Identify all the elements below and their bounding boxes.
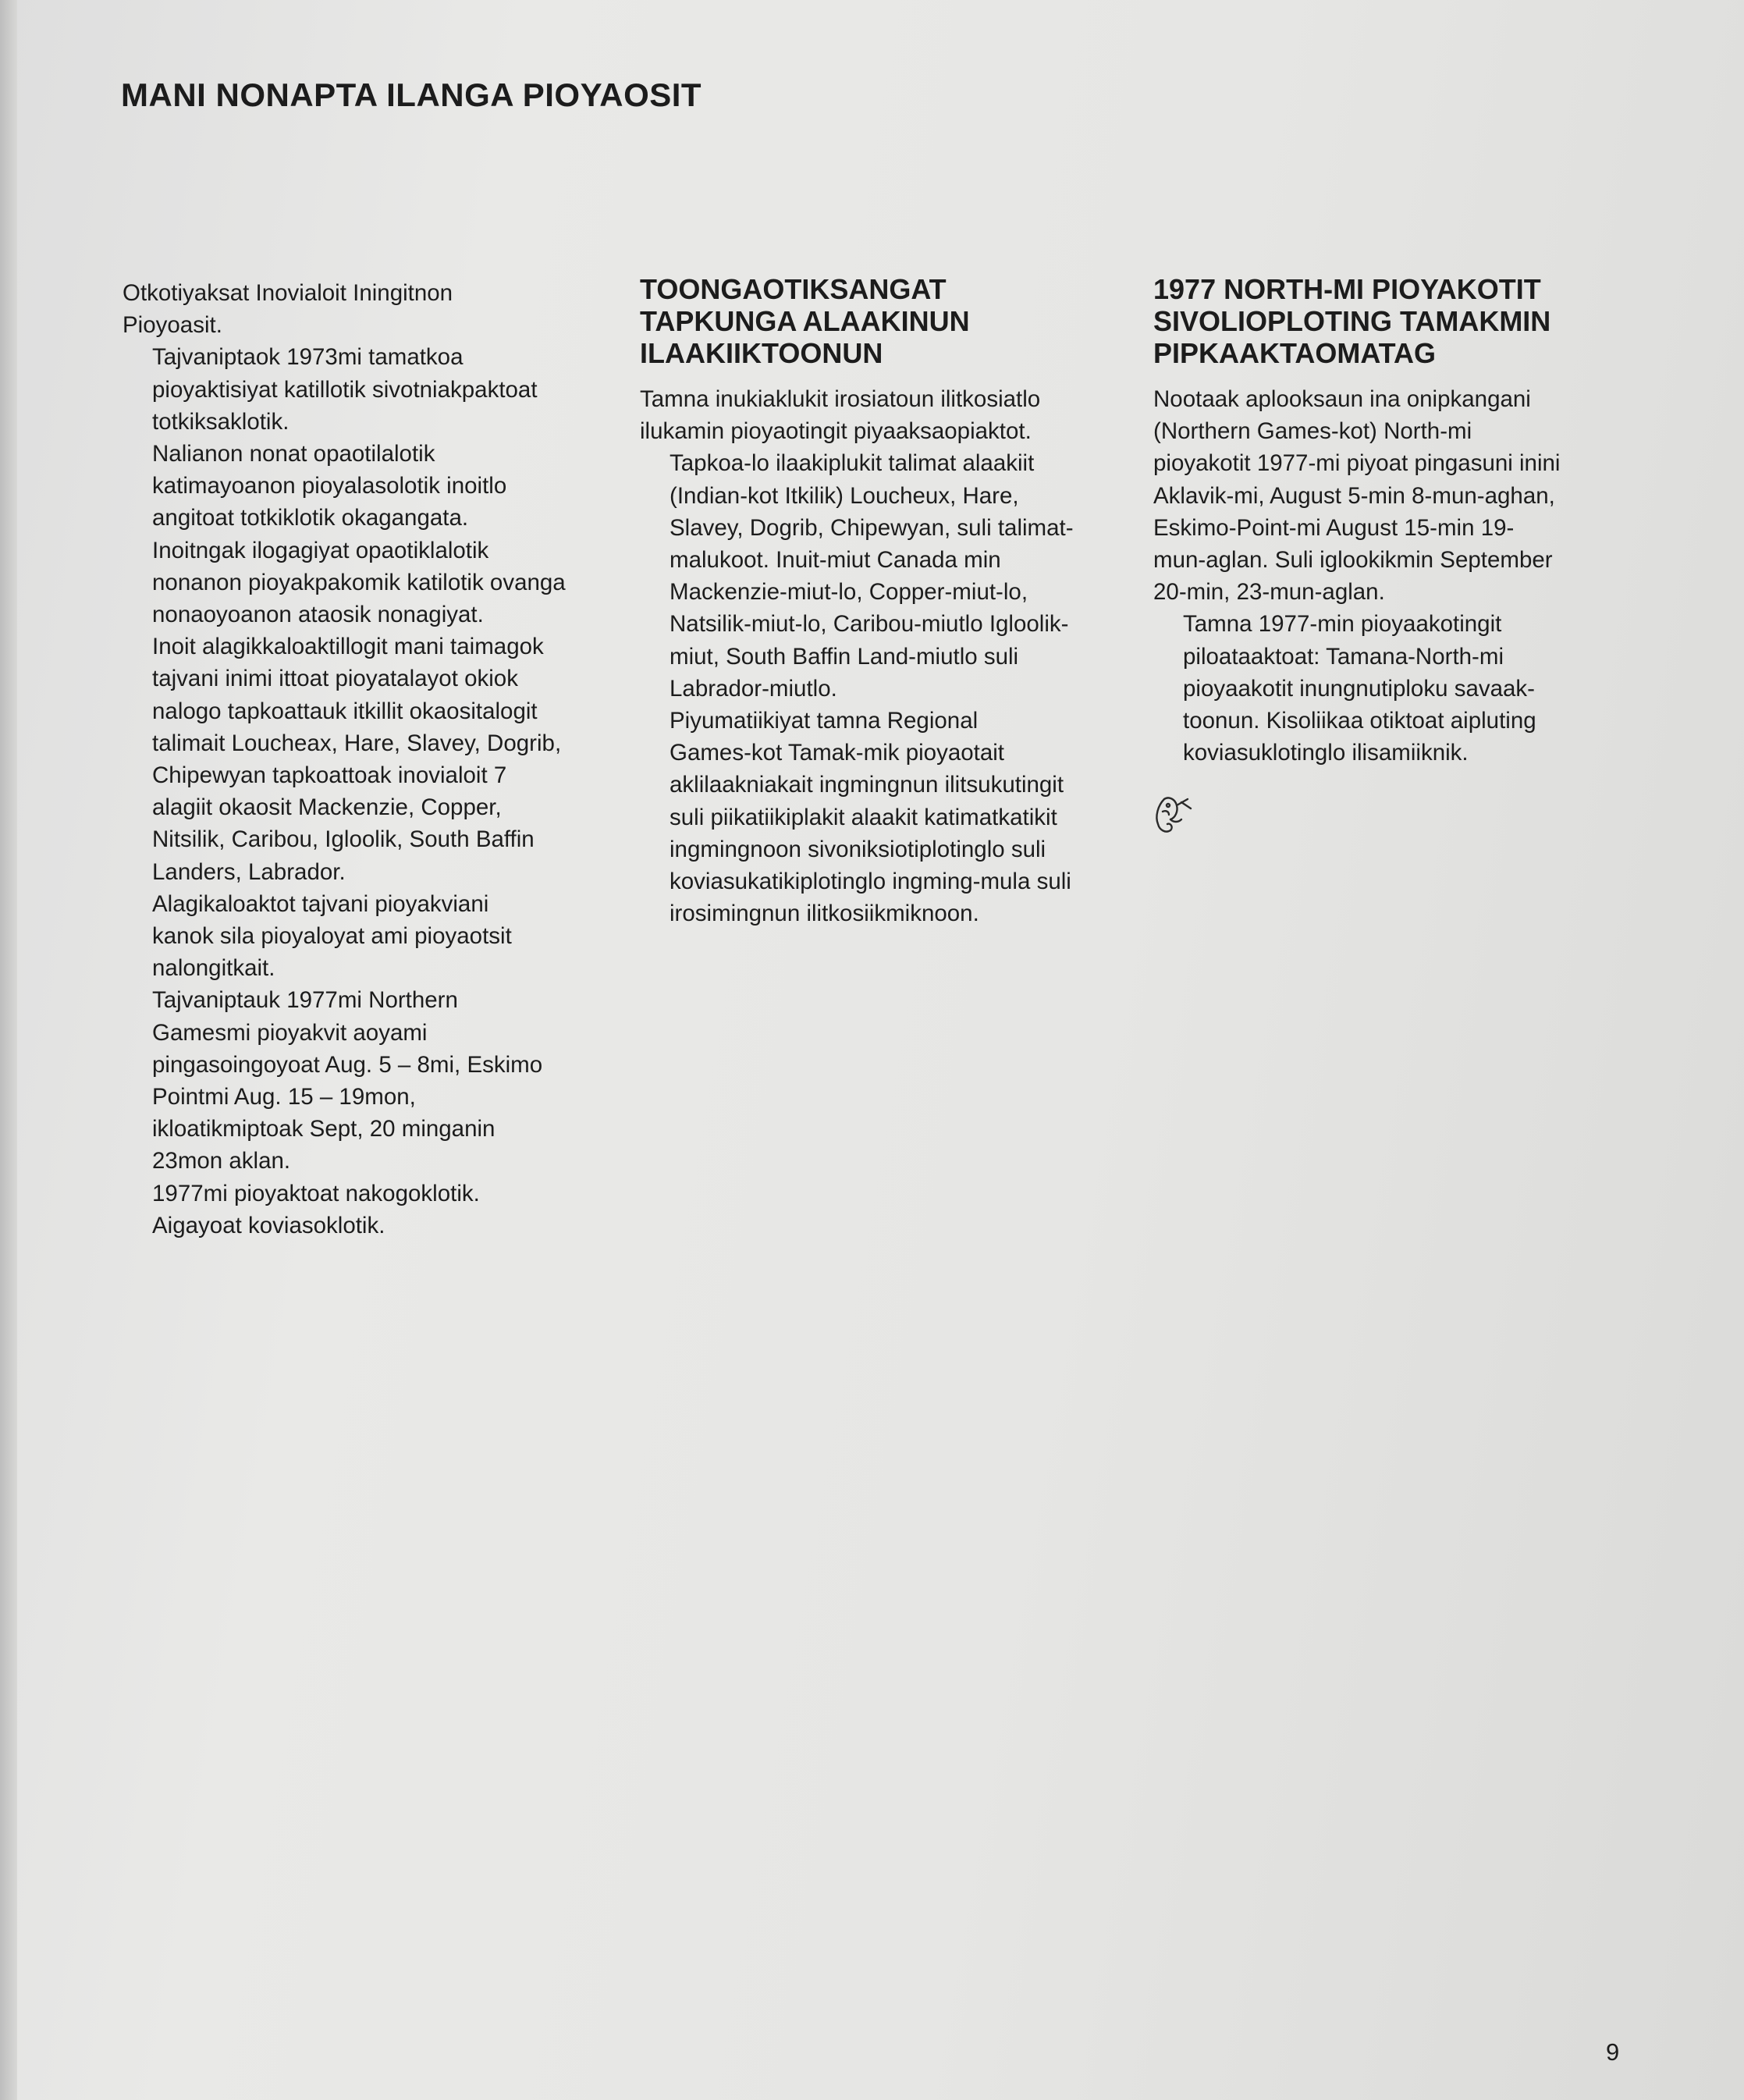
text-line: pingasoingoyoat Aug. 5 – 8mi, Eskimo (152, 1051, 543, 1078)
text-line: Games-kot Tamak-mik pioyaotait (670, 740, 1004, 766)
text-line: mun-aglan. Suli iglookikmin September (1153, 547, 1553, 574)
text-line: miut, South Baffin Land-miutlo suli (670, 643, 1019, 670)
text-line: kanok sila pioyaloyat ami pioyaotsit (152, 923, 512, 950)
text-line: 20-min, 23-mun-aglan. (1153, 579, 1385, 606)
paragraph (1153, 608, 1637, 769)
text-line: suli piikatiikiplakit alaakit katimatkatikit (670, 804, 1057, 830)
text-line: nalogo tapkoattauk itkillit okaositalogit (152, 698, 538, 724)
column-2-body (640, 383, 1116, 929)
text-line: katimayoanon pioyalasolotik inoitlo (152, 473, 507, 499)
text-line: Labrador-miutlo. (670, 675, 837, 702)
paragraph (123, 438, 610, 535)
text-line: Landers, Labrador. (152, 858, 346, 885)
text-line: Slavey, Dogrib, Chipewyan, suli talimat- (670, 514, 1074, 541)
text-line: Tamna inukiaklukit irosiatoun ilitkosiatlo (640, 386, 1041, 412)
text-line: koviasuklotinglo ilisamiiknik. (1183, 740, 1469, 766)
text-line: Tajvaniptaok 1973mi tamatkoa (152, 344, 464, 371)
text-line: talimait Loucheax, Hare, Slavey, Dogrib, (152, 730, 562, 756)
paragraph (123, 277, 610, 341)
text-line: Pioyoasit. (123, 312, 222, 339)
paragraph (123, 341, 610, 438)
text-line: Pointmi Aug. 15 – 19mon, (152, 1084, 416, 1110)
text-line: Natsilik-miut-lo, Caribou-miutlo Igloolik- (670, 611, 1069, 638)
text-line: Inoitngak ilogagiyat opaotiklalotik (152, 537, 489, 563)
text-line: malukoot. Inuit-miut Canada min (670, 547, 1001, 574)
text-line: alagiit okaosit Mackenzie, Copper, (152, 794, 502, 821)
text-line: aklilaakniakait ingmingnun ilitsukutingit (670, 772, 1064, 798)
text-line: Nitsilik, Caribou, Igloolik, South Baffin (152, 826, 535, 853)
heading-line: SIVOLIOPLOTING TAMAKMIN (1153, 305, 1551, 337)
text-line: Tamna 1977-min pioyaakotingit (1183, 611, 1502, 638)
text-line: piloataaktoat: Tamana-North-mi (1183, 643, 1504, 670)
text-line: Otkotiyaksat Inovialoit Iningitnon (123, 280, 453, 306)
heading-line: TOONGAOTIKSANGAT (640, 273, 947, 305)
text-line: Mackenzie-miut-lo, Copper-miut-lo, (670, 579, 1028, 606)
paragraph (640, 447, 1116, 705)
text-line: tajvani inimi ittoat pioyatalayot okiok (152, 666, 518, 692)
paragraph (123, 535, 610, 631)
page-title: MANI NONAPTA ILANGA PIOYAOSIT (121, 76, 702, 113)
column-2 (640, 273, 1116, 929)
text-line: totkiksaklotik. (152, 408, 289, 435)
column-2-heading (640, 273, 1116, 369)
text-line: Gamesmi pioyakvit aoyami (152, 1019, 428, 1046)
text-line: Inoit alagikkaloaktillogit mani taimagok (152, 634, 544, 660)
text-line: Tajvaniptauk 1977mi Northern (152, 987, 458, 1014)
paragraph (640, 705, 1116, 929)
text-line: Tapkoa-lo ilaakiplukit talimat alaakiit (670, 450, 1035, 477)
text-line: nonaoyoanon ataosik nonagiyat. (152, 602, 484, 628)
paragraph (123, 631, 610, 888)
heading-line: PIPKAAKTAOMATAG (1153, 337, 1436, 369)
text-line: ikloatikmiptoak Sept, 20 minganin (152, 1116, 495, 1142)
text-line: 1977mi pioyaktoat nakogoklotik. (152, 1180, 480, 1206)
paragraph (123, 984, 610, 1177)
text-line: Nalianon nonat opaotilalotik (152, 441, 435, 467)
text-line: pioyakotit 1977-mi piyoat pingasuni inini (1153, 450, 1561, 477)
text-line: ilukamin pioyaotingit piyaaksaopiaktot. (640, 418, 1032, 445)
text-line: Piyumatiikiyat tamna Regional (670, 708, 979, 734)
text-line: nonanon pioyakpakomik katilotik ovanga (152, 569, 566, 595)
text-line: Alagikaloaktot tajvani pioyakviani (152, 890, 489, 917)
end-mark-icon (1147, 788, 1194, 841)
paragraph (123, 888, 610, 985)
column-1 (123, 273, 610, 1242)
paragraph (123, 1178, 610, 1210)
text-line: (Indian-kot Itkilik) Loucheux, Hare, (670, 482, 1019, 509)
paragraph (123, 1210, 610, 1242)
text-line: (Northern Games-kot) North-mi (1153, 418, 1472, 445)
text-line: Nootaak aplooksaun ina onipkangani (1153, 386, 1531, 412)
paragraph (1153, 383, 1637, 608)
page-number: 9 (1606, 2038, 1620, 2066)
column-1-body (123, 277, 610, 1242)
text-line: Eskimo-Point-mi August 15-min 19- (1153, 514, 1515, 541)
heading-line: ILAAKIIKTOONUN (640, 337, 883, 369)
text-line: irosimingnun ilitkosiikmiknoon. (670, 901, 979, 927)
text-line: Chipewyan tapkoattoak inovialoit 7 (152, 762, 507, 789)
text-line: koviasukatikiplotinglo ingming-mula suli (670, 869, 1071, 895)
text-line: Aigayoat koviasoklotik. (152, 1212, 385, 1238)
text-line: ingmingnoon sivoniksiotiplotinglo suli (670, 836, 1046, 862)
text-line: angitoat totkiklotik okagangata. (152, 505, 469, 531)
text-line: 23mon aklan. (152, 1148, 291, 1174)
column-3-body (1153, 383, 1637, 769)
column-3-heading (1153, 273, 1637, 369)
text-line: pioyaakotit inungnutiploku savaak- (1183, 675, 1535, 702)
text-line: toonun. Kisoliikaa otiktoat aipluting (1183, 708, 1536, 734)
text-line: Aklavik-mi, August 5-min 8-mun-aghan, (1153, 482, 1555, 509)
column-3 (1153, 273, 1637, 769)
text-line: pioyaktisiyat katillotik sivotniakpaktoat (152, 376, 538, 403)
paragraph (640, 383, 1116, 447)
heading-line: TAPKUNGA ALAAKINUN (640, 305, 970, 337)
binding-edge (0, 0, 17, 2100)
text-line: nalongitkait. (152, 955, 275, 982)
heading-line: 1977 NORTH-MI PIOYAKOTIT (1153, 273, 1541, 305)
